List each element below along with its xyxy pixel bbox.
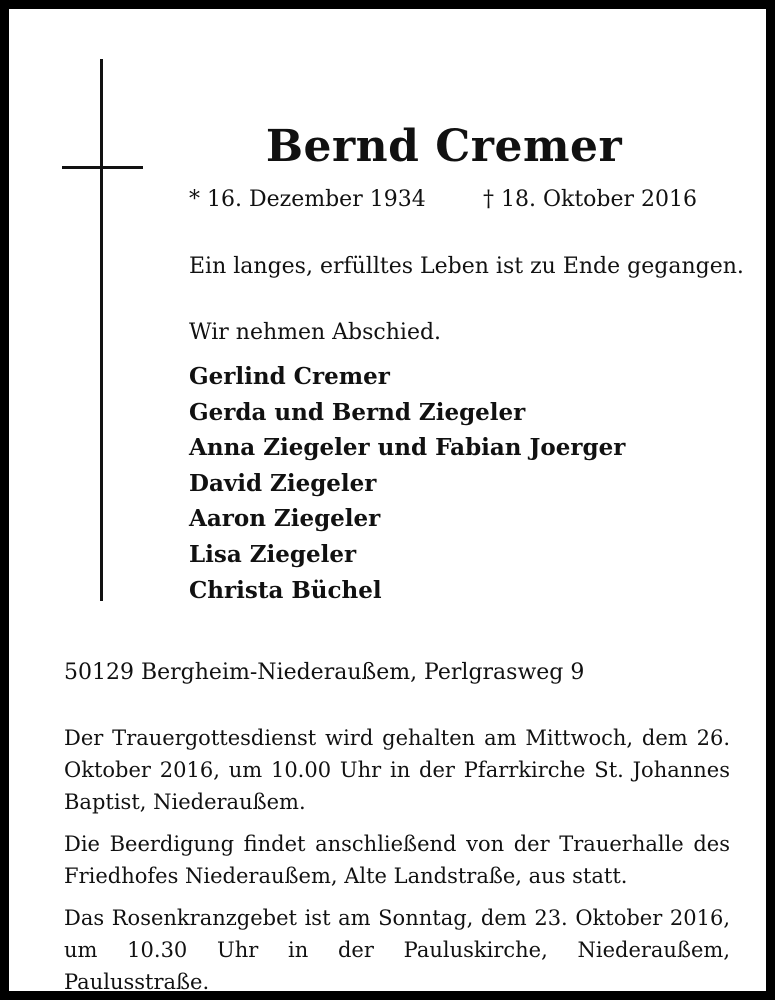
cross-icon-vertical (100, 59, 103, 601)
death-date: † 18. Oktober 2016 (483, 187, 698, 212)
mourner-name: Christa Büchel (189, 576, 382, 604)
cross-icon-horizontal (62, 166, 143, 169)
funeral-service-info: Der Trauergottesdienst wird gehalten am Mittwoch, dem 26. Oktober 2016, um 10.00 Uhr in der Pfarrkirche St. Johannes Baptist, Niederaußem. (64, 726, 730, 814)
mourner-name: Anna Ziegeler und Fabian Joerger (189, 434, 626, 462)
memorial-quote: Ein langes, erfülltes Leben ist zu Ende gegangen. (189, 254, 744, 279)
mourner-name: Gerda und Bernd Ziegeler (189, 398, 526, 426)
mourner-list (189, 359, 625, 608)
mourner-name: David Ziegeler (189, 469, 377, 497)
mourner-name: Aaron Ziegeler (189, 505, 381, 533)
family-address: 50129 Bergheim-Niederaußem, Perlgrasweg 9 (64, 660, 585, 685)
birth-date: * 16. Dezember 1934 (189, 187, 426, 212)
burial-info: Die Beerdigung findet anschließend von der Trauerhalle des Friedhofes Niederaußem, Alte Landstraße, aus statt. (64, 832, 730, 888)
farewell-line: Wir nehmen Abschied. (189, 320, 442, 345)
mourner-name: Gerlind Cremer (189, 363, 390, 390)
deceased-name: Bernd Cremer (265, 121, 623, 172)
mourner-name: Lisa Ziegeler (189, 540, 357, 568)
rosary-info: Das Rosenkranzgebet ist am Sonntag, dem 23. Oktober 2016, um 10.30 Uhr in der Pauluskirche, Niederaußem, Paulusstraße. (64, 906, 730, 994)
